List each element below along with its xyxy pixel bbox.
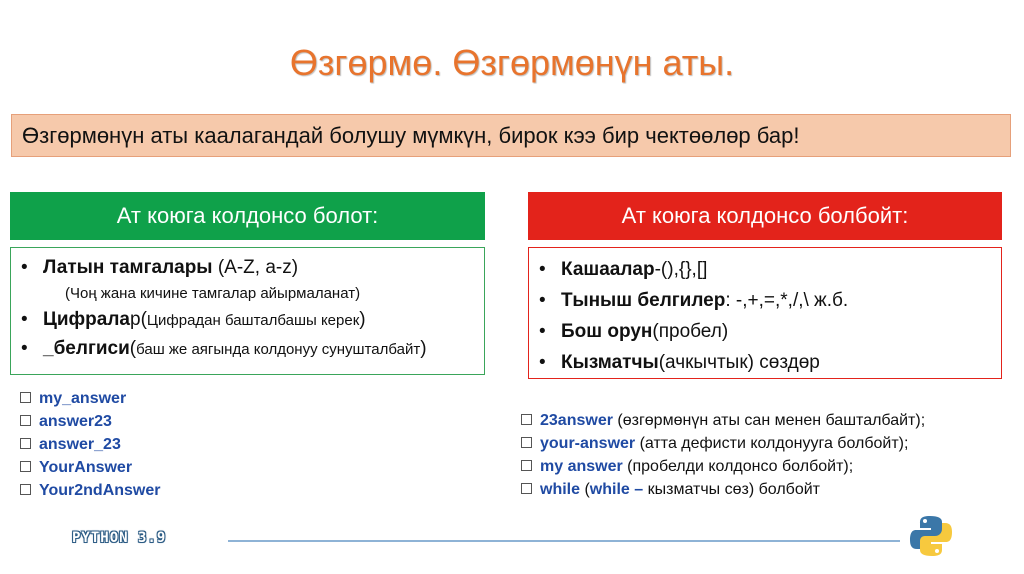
forbidden-box bbox=[528, 247, 1002, 379]
allowed-item-title: _белгиси bbox=[43, 338, 130, 359]
bullet-icon: • bbox=[539, 259, 546, 280]
forbidden-item-title: Тыныш белгилер bbox=[561, 290, 726, 311]
checkbox-icon bbox=[20, 392, 31, 403]
bad-example bbox=[521, 409, 925, 432]
good-example bbox=[20, 387, 161, 410]
bad-example-desc: (пробелди колдонсо болбойт); bbox=[622, 458, 854, 475]
bad-example-name: my answer bbox=[540, 458, 623, 475]
bullet-icon: • bbox=[539, 321, 546, 342]
allowed-item-text: р( bbox=[130, 309, 147, 330]
checkbox-icon bbox=[20, 438, 31, 449]
bad-example-name: 23answer bbox=[540, 412, 613, 429]
bad-example-desc-pre: ( bbox=[580, 481, 590, 498]
allowed-item-end: ) bbox=[359, 309, 366, 330]
good-example bbox=[20, 479, 161, 502]
forbidden-item-text: (ачкычтык) сөздөр bbox=[658, 352, 820, 373]
checkbox-icon bbox=[521, 414, 532, 425]
bullet-icon: • bbox=[539, 352, 546, 373]
good-example bbox=[20, 410, 161, 433]
bullet-icon: • bbox=[21, 309, 28, 330]
allowed-item bbox=[21, 306, 474, 335]
checkbox-icon bbox=[20, 415, 31, 426]
allowed-item-text: ( bbox=[129, 338, 137, 359]
good-example bbox=[20, 433, 161, 456]
forbidden-item-title: Кашаалар bbox=[561, 259, 655, 280]
bad-example-name: while bbox=[540, 481, 581, 498]
bad-example-desc: (атта дефисти колдонууга болбойт); bbox=[635, 435, 909, 452]
good-example-name: answer_23 bbox=[39, 436, 121, 453]
allowed-item-note: Цифрадан башталбашы керек bbox=[146, 312, 360, 329]
forbidden-item bbox=[539, 316, 991, 347]
checkbox-icon bbox=[521, 437, 532, 448]
bad-example-keyword: while – bbox=[589, 481, 644, 498]
info-banner: Өзгөрмөнүн аты каалагандай болушу мүмкүн, бирок кээ бир чектөөлөр бар! bbox=[11, 114, 1011, 157]
forbidden-item-text: : -,+,=,*,/,\ ж.б. bbox=[725, 290, 849, 311]
good-example-name: YourAnswer bbox=[39, 459, 133, 476]
footer-divider bbox=[228, 540, 900, 542]
bad-example-desc: кызматчы сөз) болбойт bbox=[643, 481, 820, 498]
bad-example bbox=[521, 432, 925, 455]
forbidden-item bbox=[539, 254, 991, 285]
bad-examples-list bbox=[521, 409, 925, 501]
good-example-name: my_answer bbox=[39, 390, 127, 407]
forbidden-header: Ат коюга колдонсо болбойт: bbox=[528, 192, 1002, 240]
forbidden-item-text: (пробел) bbox=[652, 321, 729, 342]
bullet-icon: • bbox=[21, 338, 28, 359]
bad-example bbox=[521, 478, 925, 501]
allowed-box bbox=[10, 247, 485, 375]
python-version-label: PYTHON 3.9 bbox=[72, 530, 167, 546]
allowed-item-title: Цифрала bbox=[43, 309, 130, 330]
bullet-icon: • bbox=[21, 257, 28, 278]
allowed-item-note: (Чоң жана кичине тамгалар айырмаланат) bbox=[65, 285, 361, 302]
forbidden-item-title: Кызматчы bbox=[561, 352, 659, 373]
allowed-item bbox=[21, 254, 474, 306]
page-title: Өзгөрмө. Өзгөрмөнүн аты. bbox=[289, 42, 735, 83]
checkbox-icon bbox=[20, 461, 31, 472]
checkbox-icon bbox=[521, 483, 532, 494]
python-logo-icon bbox=[908, 513, 954, 564]
allowed-item bbox=[21, 335, 474, 364]
good-example-name: answer23 bbox=[39, 413, 112, 430]
checkbox-icon bbox=[521, 460, 532, 471]
forbidden-item bbox=[539, 285, 991, 316]
bullet-icon: • bbox=[539, 290, 546, 311]
bad-example-name: your-answer bbox=[540, 435, 636, 452]
forbidden-item bbox=[539, 347, 991, 378]
bad-example-desc: (өзгөрмөнүн аты сан менен башталбайт); bbox=[612, 412, 926, 429]
allowed-header: Ат коюга колдонсо болот: bbox=[10, 192, 485, 240]
forbidden-item-text: -(),{},[] bbox=[654, 259, 708, 280]
allowed-item-note: баш же аягында колдонуу сунушталбайт bbox=[136, 341, 421, 358]
allowed-item-end: ) bbox=[420, 338, 427, 359]
good-example bbox=[20, 456, 161, 479]
good-example-name: Your2ndAnswer bbox=[39, 482, 161, 499]
forbidden-item-title: Бош орун bbox=[561, 321, 653, 342]
checkbox-icon bbox=[20, 484, 31, 495]
allowed-item-title: Латын тамгалары bbox=[43, 257, 213, 278]
allowed-item-text: (A-Z, a-z) bbox=[212, 257, 299, 278]
bad-example bbox=[521, 455, 925, 478]
good-examples-list bbox=[20, 387, 161, 502]
